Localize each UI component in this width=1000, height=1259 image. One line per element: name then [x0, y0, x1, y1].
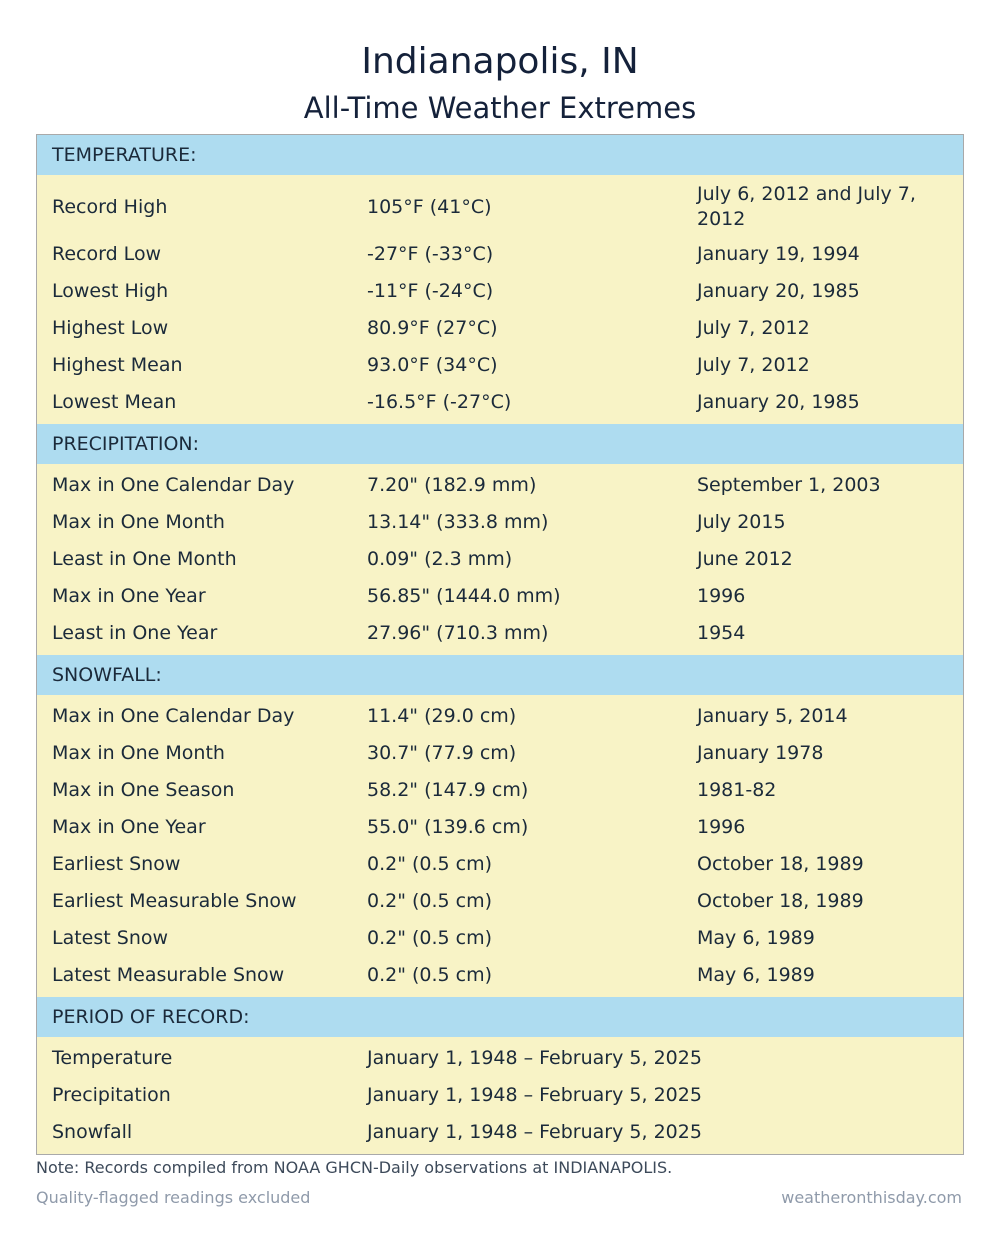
- section-heading: TEMPERATURE:: [37, 135, 963, 175]
- record-date: January 20, 1985: [697, 280, 860, 302]
- footnote: Note: Records compiled from NOAA GHCN-Daily observations at INDIANAPOLIS.: [36, 1158, 673, 1177]
- record-value: -11°F (-24°C): [367, 280, 494, 302]
- section-period-of-record: [37, 997, 963, 1154]
- record-value: 80.9°F (27°C): [367, 317, 498, 339]
- record-date: July 7, 2012: [697, 354, 810, 376]
- record-value: 55.0" (139.6 cm): [367, 816, 529, 838]
- record-label: Max in One Year: [52, 816, 206, 838]
- section-temperature: [37, 135, 963, 424]
- record-label: Max in One Year: [52, 585, 206, 607]
- record-value: 11.4" (29.0 cm): [367, 705, 517, 727]
- record-label: Highest Low: [52, 317, 169, 339]
- records-table: [36, 134, 964, 1155]
- record-value: 30.7" (77.9 cm): [367, 742, 517, 764]
- record-value: 0.2" (0.5 cm): [367, 964, 493, 986]
- record-label: Temperature: [52, 1047, 173, 1069]
- record-date: January 19, 1994: [697, 243, 860, 265]
- record-value: 0.2" (0.5 cm): [367, 890, 493, 912]
- record-value: 27.96" (710.3 mm): [367, 622, 549, 644]
- record-value: January 1, 1948 – February 5, 2025: [367, 1047, 702, 1069]
- table-row: [37, 310, 963, 347]
- page-subtitle: All-Time Weather Extremes: [303, 91, 697, 125]
- record-value: January 1, 1948 – February 5, 2025: [367, 1121, 702, 1143]
- section-heading: PERIOD OF RECORD:: [37, 997, 963, 1037]
- record-date: June 2012: [697, 548, 793, 570]
- table-row: [37, 772, 963, 809]
- table-row: [37, 504, 963, 541]
- record-label: Precipitation: [52, 1084, 171, 1106]
- record-label: Record Low: [52, 243, 162, 265]
- record-date: January 20, 1985: [697, 391, 860, 413]
- record-label: Lowest Mean: [52, 391, 177, 413]
- record-value: 58.2" (147.9 cm): [367, 779, 529, 801]
- record-label: Snowfall: [52, 1121, 133, 1143]
- record-value: 13.14" (333.8 mm): [367, 511, 549, 533]
- record-label: Max in One Calendar Day: [52, 705, 295, 727]
- record-value: 0.2" (0.5 cm): [367, 853, 493, 875]
- table-row: [37, 541, 963, 578]
- record-date: September 1, 2003: [697, 474, 881, 496]
- section-heading: PRECIPITATION:: [37, 424, 963, 464]
- table-row: [37, 846, 963, 883]
- record-date: January 1978: [697, 742, 824, 764]
- record-date: July 6, 2012 and July 7, 2012: [697, 183, 916, 230]
- record-date: 1981-82: [697, 779, 777, 801]
- page-title: Indianapolis, IN: [361, 41, 639, 82]
- record-label: Least in One Year: [52, 622, 218, 644]
- record-date: 1954: [697, 622, 746, 644]
- record-date: July 2015: [697, 511, 786, 533]
- record-label: Max in One Season: [52, 779, 235, 801]
- record-value: -27°F (-33°C): [367, 243, 494, 265]
- table-row: [37, 1040, 963, 1077]
- record-value: -16.5°F (-27°C): [367, 391, 512, 413]
- record-label: Max in One Calendar Day: [52, 474, 295, 496]
- record-value: January 1, 1948 – February 5, 2025: [367, 1084, 702, 1106]
- table-row: [37, 347, 963, 384]
- quality-note: Quality-flagged readings excluded: [36, 1188, 311, 1207]
- table-row: [37, 1077, 963, 1114]
- table-row: [37, 698, 963, 735]
- record-date: October 18, 1989: [697, 890, 864, 912]
- record-date: October 18, 1989: [697, 853, 864, 875]
- table-row: [37, 273, 963, 310]
- record-label: Latest Snow: [52, 927, 169, 949]
- table-row: [37, 735, 963, 772]
- table-row: [37, 809, 963, 846]
- record-label: Earliest Measurable Snow: [52, 890, 297, 912]
- record-value: 7.20" (182.9 mm): [367, 474, 537, 496]
- table-row: [37, 920, 963, 957]
- table-row: [37, 578, 963, 615]
- source-credit: weatheronthisday.com: [781, 1188, 962, 1207]
- table-row: [37, 384, 963, 421]
- record-label: Record High: [52, 195, 168, 218]
- record-value: 0.09" (2.3 mm): [367, 548, 513, 570]
- record-label: Max in One Month: [52, 511, 225, 533]
- record-date: 1996: [697, 816, 746, 838]
- section-precipitation: [37, 424, 963, 655]
- table-row: [37, 883, 963, 920]
- table-row: [37, 467, 963, 504]
- record-date: January 5, 2014: [697, 705, 848, 727]
- record-value: 56.85" (1444.0 mm): [367, 585, 561, 607]
- record-value: 93.0°F (34°C): [367, 354, 498, 376]
- table-row: [37, 236, 963, 273]
- record-value: 105°F (41°C): [367, 195, 492, 218]
- record-label: Earliest Snow: [52, 853, 181, 875]
- section-heading: SNOWFALL:: [37, 655, 963, 695]
- table-row: [37, 178, 963, 236]
- record-label: Highest Mean: [52, 354, 183, 376]
- record-date: May 6, 1989: [697, 964, 815, 986]
- record-label: Latest Measurable Snow: [52, 964, 285, 986]
- section-snowfall: [37, 655, 963, 997]
- record-value: 0.2" (0.5 cm): [367, 927, 493, 949]
- record-date: May 6, 1989: [697, 927, 815, 949]
- record-label: Max in One Month: [52, 742, 225, 764]
- record-date: 1996: [697, 585, 746, 607]
- record-label: Least in One Month: [52, 548, 237, 570]
- table-row: [37, 1114, 963, 1151]
- table-row: [37, 957, 963, 994]
- table-row: [37, 615, 963, 652]
- record-label: Lowest High: [52, 280, 169, 302]
- record-date: July 7, 2012: [697, 317, 810, 339]
